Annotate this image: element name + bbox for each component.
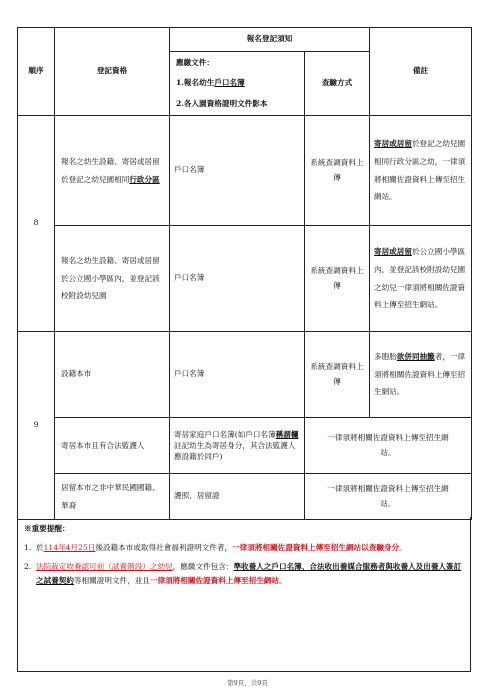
doc-cell: 護照、居留證 xyxy=(170,474,305,520)
qualification-cell: 寄居本市且有合法監護人 xyxy=(55,418,170,474)
merged-remark-cell: 一律須將相關佐證資料上傳至招生網站。 xyxy=(305,474,472,520)
doc-cell: 戶口名簿 xyxy=(170,116,305,226)
table-row xyxy=(18,226,472,332)
method-cell: 系統查調資料上傳 xyxy=(305,226,370,332)
registration-table xyxy=(17,27,472,520)
page-footer: 第9頁，共9頁 xyxy=(227,679,268,687)
table-row xyxy=(18,474,472,520)
col-header-remarks: 備註 xyxy=(370,28,472,116)
note-item-2: 2. 法院裁定收養認可前（試養階段）之幼兒，應繳文件包含：準收養人之戶口名簿、合法收出養媒合服務者與收養人及出養人簽訂之試養契約等相關證明文件，並且一律須將相關佐證資料上傳至招生網站。 xyxy=(24,561,462,586)
docs-item-1: 1.報名幼生戶口名簿 xyxy=(176,78,245,88)
note-item-1: 1. 於114年4月25日後設籍本市或取得社會福利證明文件者，一律須將相關佐證資料上傳至招生網站以查驗身分。 xyxy=(24,542,407,552)
method-cell: 系統查調資料上傳 xyxy=(305,332,370,418)
qualification-cell: 居留本市之非中華民國國籍、華裔 xyxy=(55,474,170,520)
row-seq-8: 8 xyxy=(18,116,55,332)
remark-cell: 多胞胎欲併同抽籤者，一律須將相關佐證資料上傳至招生網站。 xyxy=(370,332,472,418)
docs-title: 應繳文件： xyxy=(176,57,214,67)
qualification-cell: 設籍本市 xyxy=(55,332,170,418)
table-row xyxy=(18,116,472,226)
table-row xyxy=(18,332,472,418)
notes-title: ※重要提醒： xyxy=(24,524,70,533)
col-header-qualification: 登記資格 xyxy=(55,28,170,116)
col-header-method: 查驗方式 xyxy=(305,52,370,116)
col-header-seq: 順序 xyxy=(18,28,55,116)
doc-cell: 戶口名簿 xyxy=(170,332,305,418)
docs-item-2: 2.各入園資格證明文件影本 xyxy=(176,98,268,108)
remark-cell: 寄居或居留於公立國小學區內，並登記該校附設幼兒園之幼兒一律須將相關佐證資料上傳至招生網站。 xyxy=(370,226,472,332)
row-seq-9: 9 xyxy=(18,332,55,520)
method-cell: 系統查調資料上傳 xyxy=(305,116,370,226)
merged-remark-cell: 一律須將相關佐證資料上傳至招生網站。 xyxy=(305,418,472,474)
notice-title: 報名登記須知 xyxy=(170,28,370,52)
table-row xyxy=(18,418,472,474)
important-notes xyxy=(17,517,471,672)
qualification-cell: 報名之幼生設籍、寄居或居留於公立國小學區內，並登記該校附設幼兒園 xyxy=(55,226,170,332)
col-header-docs xyxy=(170,52,305,116)
doc-cell: 寄居家庭戶口名簿(如戶口名簿稱謂欄註記幼生為寄居身分，其合法監護人應設籍於同戶) xyxy=(170,418,305,474)
remark-cell: 寄居或居留於登記之幼兒園相同行政分區之幼，一律須將相關佐證資料上傳至招生網站。 xyxy=(370,116,472,226)
doc-cell: 戶口名簿 xyxy=(170,226,305,332)
qualification-cell: 報名之幼生設籍、寄居或居留於登記之幼兒園相同行政分區 xyxy=(55,116,170,226)
